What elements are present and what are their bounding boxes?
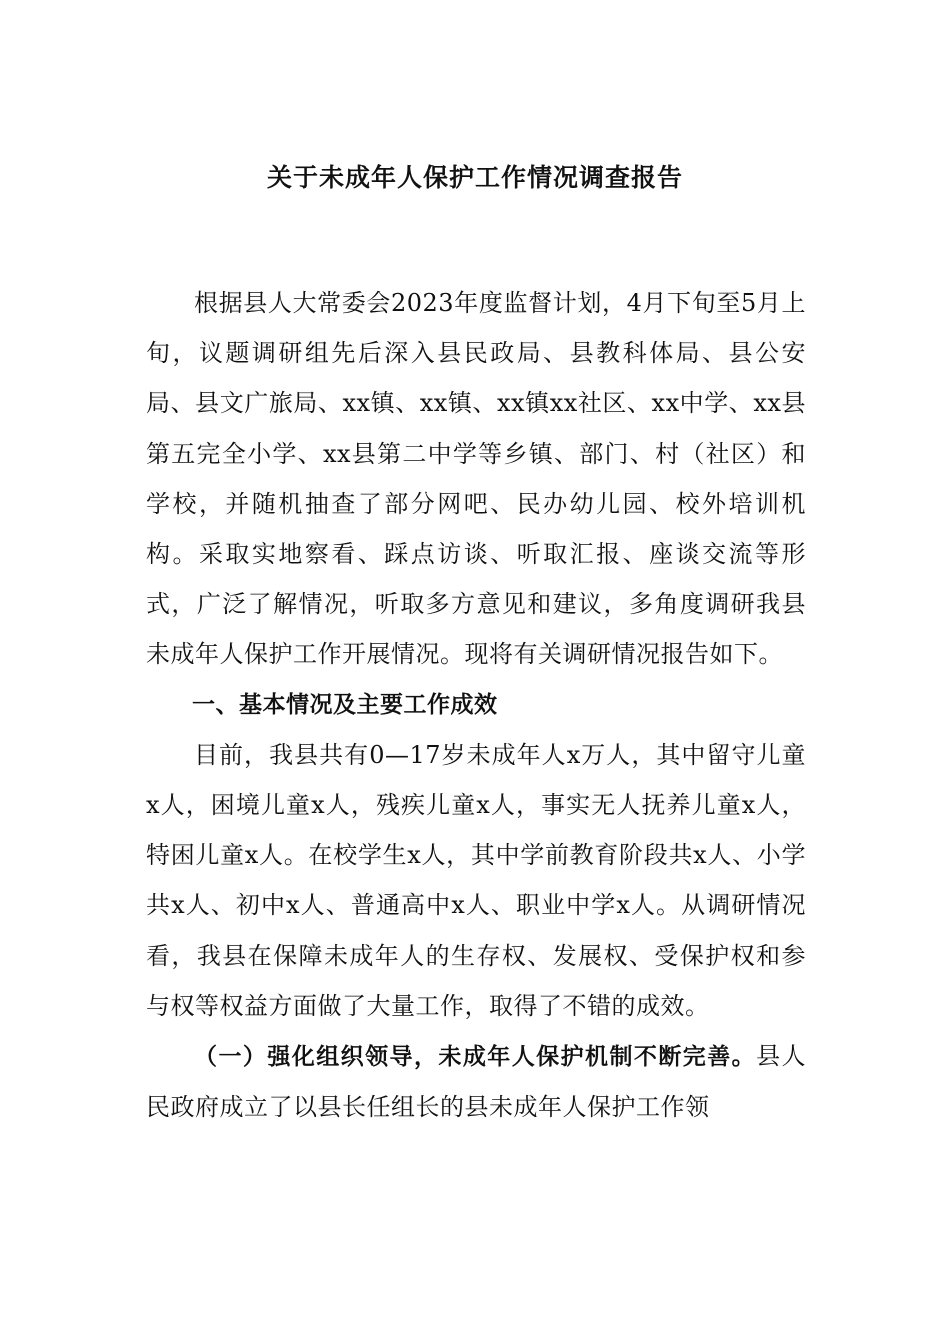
document-body <box>146 278 806 1132</box>
document-title: 关于未成年人保护工作情况调查报告 <box>266 163 683 192</box>
section-heading: 一、基本情况及主要工作成效 <box>192 691 498 718</box>
subsection-heading: （一）强化组织领导，未成年人保护机制不断完善。 <box>194 1044 757 1071</box>
subsection-paragraph <box>146 1031 806 1132</box>
intro-paragraph: 根据县人大常委会2023年度监督计划，4月下旬至5月上旬，议题调研组先后深入县民政局、县教科体局、县公安局、县文广旅局、xx镇、xx镇、xx镇xx社区、xx中学、xx县第五完全小学、xx县第二中学等乡镇、部门、村（社区）和学校，并随机抽查了部分网吧、民办幼儿园、校外培训机构。采取实地察看、踩点访谈、听取汇报、座谈交流等形式，广泛了解情况，听取多方意见和建议，多角度调研我县未成年人保护工作开展情况。现将有关调研情况报告如下。 <box>146 289 806 669</box>
subsection-text: 县人民政府成立了以县长任组长的县未成年人保护工作领 <box>146 1042 806 1122</box>
section-paragraph: 目前，我县共有0—17岁未成年人x万人，其中留守儿童x人，困境儿童x人，残疾儿童x人，事实无人抚养儿童x人，特困儿童x人。在校学生x人，其中学前教育阶段共x人、小学共x人、初中x人、普通高中x人、职业中学x人。从调研情况看，我县在保障未成年人的生存权、发展权、受保护权和参与权等权益方面做了大量工作，取得了不错的成效。 <box>146 740 806 1020</box>
